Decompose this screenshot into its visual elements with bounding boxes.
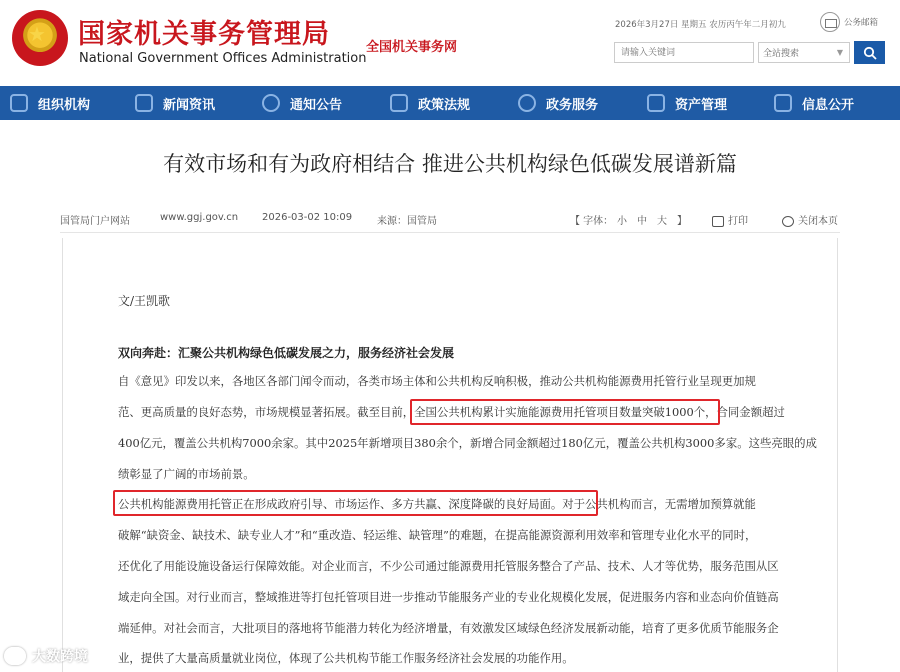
service-icon [518, 94, 536, 112]
paragraph-line: 域走向全国。对行业而言，整域推进等打包托管项目进一步推动节能服务产业的专业化规模化发展，促进服务内容和业态向价值链高 [118, 590, 779, 604]
paragraph-line: 公共机构能源费用托管正在形成政府引导、市场运作、多方共赢、深度降碳的良好局面。对于公共机构而言，无需增加预算就能 [118, 497, 756, 511]
article-author: 文/王凯歌 [118, 294, 171, 308]
watermark [4, 646, 88, 666]
nav-item-service[interactable] [518, 86, 598, 120]
chevron-down-icon: ▼ [836, 48, 843, 57]
font-large-button[interactable]: 大 [657, 216, 667, 227]
date-line: 2026年3月27日 星期五 农历丙午年二月初九 [615, 20, 786, 30]
meta-datetime: 2026-03-02 10:09 [262, 212, 353, 223]
mail-link[interactable] [820, 12, 878, 32]
site-name-cn[interactable]: 国家机关事务管理局 [78, 19, 330, 50]
org-icon [10, 94, 28, 112]
bell-icon [262, 94, 280, 112]
nav-item-label: 资产管理 [675, 97, 728, 113]
policy-icon [390, 94, 408, 112]
search-button[interactable] [854, 41, 885, 64]
article-title: 有效市场和有为政府相结合 推进公共机构绿色低碳发展谱新篇 [163, 152, 737, 176]
font-small-button[interactable]: 小 [617, 216, 627, 227]
nav-item-org[interactable] [10, 86, 90, 120]
highlight-box [113, 490, 598, 516]
font-size-end: 】 [677, 216, 687, 227]
highlight-box [410, 399, 720, 425]
nav-item-news[interactable] [135, 86, 215, 120]
site-name-en: National Government Offices Administration [79, 51, 367, 66]
watermark-logo-icon [4, 647, 26, 665]
printer-icon [712, 216, 724, 227]
paragraph-line: 业，提供了大量高质量就业岗位，体现了公共机构节能工作服务经济社会发展的功能作用。 [118, 651, 574, 665]
nav-item-notice[interactable] [262, 86, 342, 120]
nav-item-label: 组织机构 [38, 97, 91, 113]
mail-label: 公务邮箱 [844, 18, 879, 28]
info-icon [774, 94, 792, 112]
watermark-text: 大数跨境 [32, 649, 88, 665]
nav-item-label: 新闻资讯 [163, 97, 216, 113]
paragraph-line: 端延伸。对社会而言，大批项目的落地将节能潜力转化为经济增量，有效激发区域绿色经济发展新动能，培育了更多优质节能服务企 [118, 621, 779, 635]
meta-source: 来源：国管局 [377, 216, 437, 227]
meta-source-site: 国管局门户网站 [60, 216, 130, 227]
search-scope-select[interactable] [758, 42, 850, 63]
paragraph-line: 还优化了用能设施设备运行保障效能。对企业而言，不少公司通过能源费用托管服务整合了产品、技术、人才等优势，服务范围从区 [118, 559, 779, 573]
meta-divider [60, 232, 840, 233]
print-button[interactable] [712, 212, 748, 227]
nav-item-label: 信息公开 [802, 97, 855, 113]
star-icon: ★ [28, 22, 46, 46]
search-icon [863, 46, 877, 60]
close-icon [782, 216, 794, 227]
nav-item-label: 政务服务 [546, 97, 599, 113]
nav-item-policy[interactable] [390, 86, 470, 120]
site-header [0, 0, 900, 86]
search-scope-value: 全站搜索 [763, 49, 800, 59]
main-nav [0, 86, 900, 120]
paragraph-line: 范、更高质量的良好态势，市场规模显著拓展。截至目前，全国公共机构累计实施能源费用托管项目数量突破1000个，合同金额超过 [118, 405, 785, 419]
nav-item-asset[interactable] [647, 86, 727, 120]
section-heading: 双向奔赴：汇聚公共机构绿色低碳发展之力，服务经济社会发展 [118, 346, 455, 360]
mail-icon [820, 12, 840, 32]
search-input[interactable] [614, 42, 754, 63]
paragraph-line: 自《意见》印发以来，各地区各部门闻令而动，各类市场主体和公共机构反响积极，推动公共机构能源费用托管行业呈现更加规 [118, 374, 756, 388]
paragraph-line: 绩彰显了广阔的市场前景。 [118, 467, 255, 481]
article-content-frame [62, 238, 838, 672]
nav-item-info[interactable] [774, 86, 854, 120]
font-size-label: 【 字体： [570, 216, 614, 227]
print-label: 打印 [728, 216, 748, 227]
paragraph-line: 破解“缺资金、缺技术、缺专业人才”和“重改造、轻运维、缺管理”的难题，在提高能源资源利用效率和管理专业化水平的同时， [118, 528, 757, 542]
nav-item-label: 政策法规 [418, 97, 471, 113]
meta-url: www.ggj.gov.cn [160, 212, 239, 223]
close-label: 关闭本页 [798, 216, 838, 227]
national-emblem-logo [12, 10, 68, 66]
font-medium-button[interactable]: 中 [637, 216, 647, 227]
paragraph-line: 400亿元，覆盖公共机构7000余家。其中2025年新增项目380余个，新增合同金额超过180亿元，覆盖公共机构3000多家。这些亮眼的成 [118, 436, 817, 450]
nav-item-label: 通知公告 [290, 97, 343, 113]
site-slogan[interactable]: 全国机关事务网 [366, 40, 458, 55]
asset-icon [647, 94, 665, 112]
news-icon [135, 94, 153, 112]
close-page-button[interactable] [782, 212, 838, 227]
